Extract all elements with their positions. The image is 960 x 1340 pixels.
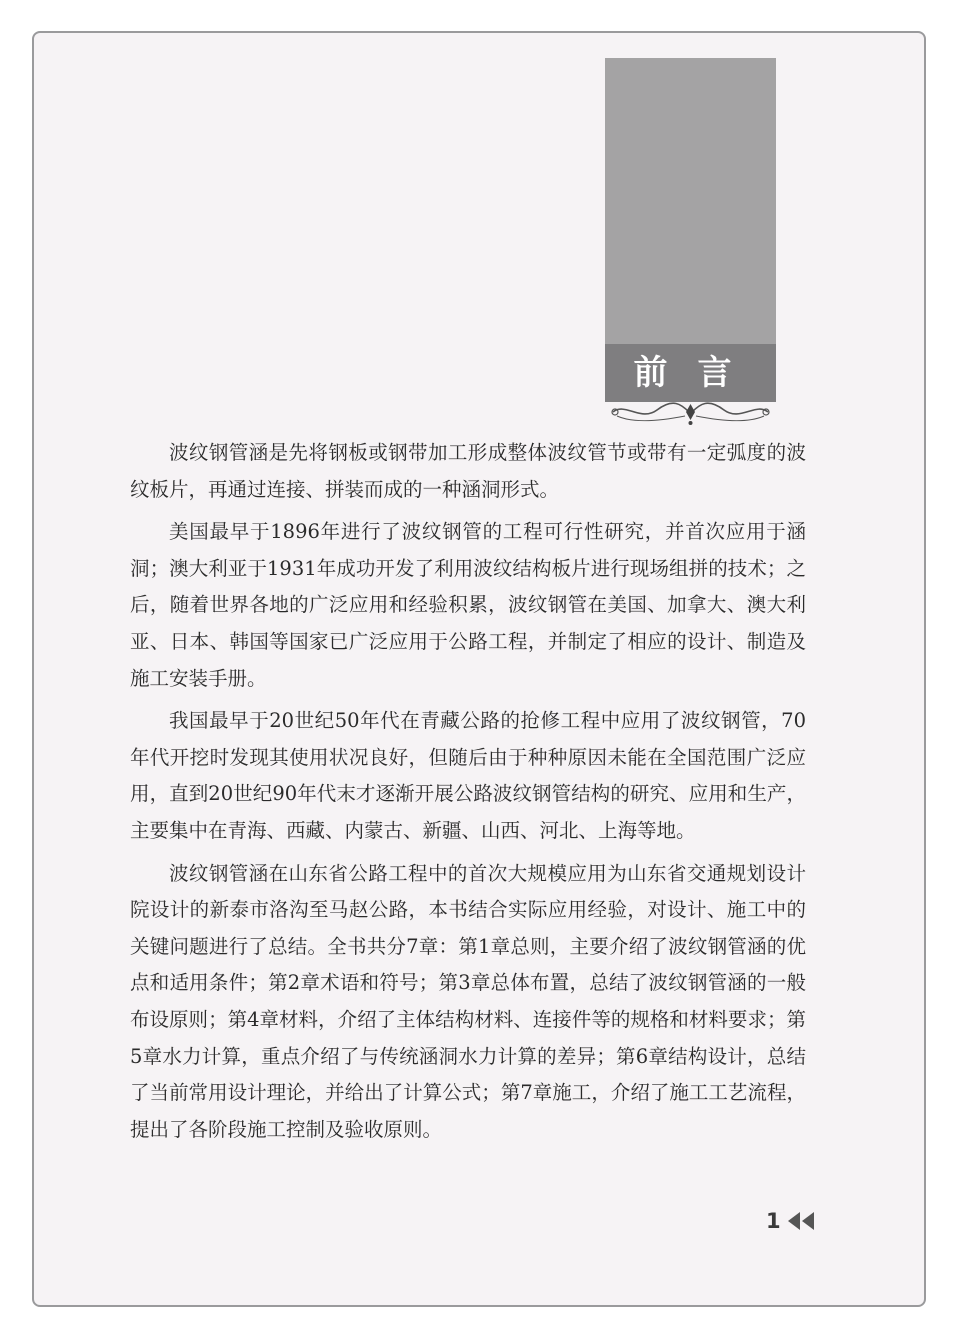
preface-paragraph: 我国最早于20世纪50年代在青藏公路的抢修工程中应用了波纹钢管，70年代开挖时发现其使用状况良好，但随后由于种种原因未能在全国范围广泛应用，直到20世纪90年代末才逐渐开展公路波纹钢管结构的研究、应用和生产，主要集中在青海、西藏、内蒙古、新疆、山西、河北、上海等地。 — [130, 709, 806, 842]
preface-paragraph: 波纹钢管涵是先将钢板或钢带加工形成整体波纹管节或带有一定弧度的波纹板片，再通过连接、拼装而成的一种涵洞形式。 — [130, 441, 806, 501]
preface-paragraph: 波纹钢管涵在山东省公路工程中的首次大规模应用为山东省交通规划设计院设计的新泰市洛沟至马赵公路，本书结合实际应用经验，对设计、施工中的关键问题进行了总结。全书共分7章：第1章总则，主要介绍了波纹钢管涵的优点和适用条件；第2章术语和符号；第3章总体布置，总结了波纹钢管涵的一般布设原则；第4章材料，介绍了主体结构材料、连接件等的规格和材料要求；第5章水力计算，重点介绍了与传统涵洞水力计算的差异；第6章结构设计，总结了当前常用设计理论，并给出了计算公式；第7章施工，介绍了施工工艺流程，提出了各阶段施工控制及验收原则。 — [130, 861, 806, 1141]
ornament-flourish-icon — [605, 398, 776, 428]
double-left-arrow-icon — [785, 1210, 817, 1232]
chapter-heading-block — [605, 58, 776, 407]
preface-paragraph: 美国最早于1896年进行了波纹钢管的工程可行性研究，并首次应用于涵洞；澳大利亚于1931年成功开发了利用波纹结构板片进行现场组拼的技术；之后，随着世界各地的广泛应用和经验积累，波纹钢管在美国、加拿大、澳大利亚、日本、韩国等国家已广泛应用于公路工程，并制定了相应的设计、制造及施工安装手册。 — [130, 520, 806, 690]
page-footer — [766, 1204, 817, 1238]
preface-body — [130, 435, 806, 1154]
heading-decorative-bar — [605, 58, 776, 366]
chapter-title: 前言 — [605, 344, 776, 402]
book-page — [32, 31, 926, 1307]
page-number: 1 — [766, 1209, 781, 1233]
